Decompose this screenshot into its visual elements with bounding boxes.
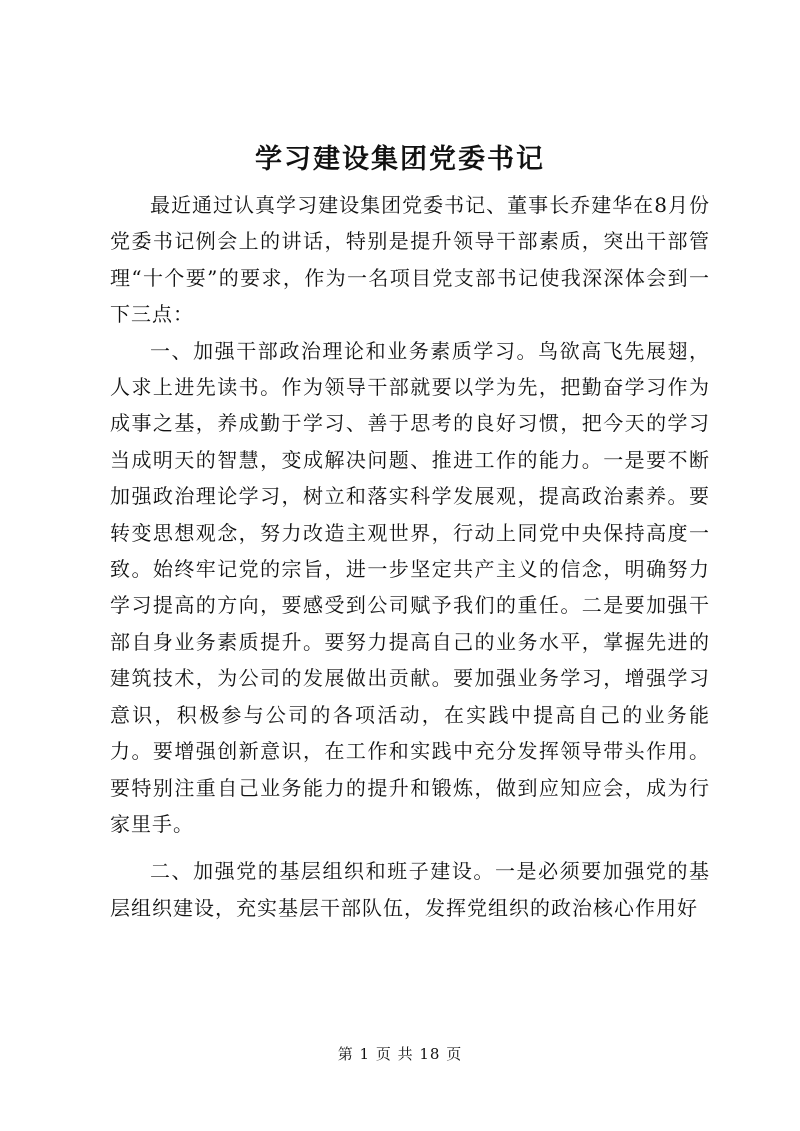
page-footer: 第 1 页 共 18 页 (337, 1045, 463, 1063)
document-title: 学习建设集团党委书记 (255, 144, 545, 175)
document-body (110, 187, 710, 926)
paragraph-intro: 最近通过认真学习建设集团党委书记、董事长乔建华在8月份党委书记例会上的讲话，特别是提升领导干部素质，突出干部管理“十个要”的要求，作为一名项目党支部书记使我深深体会到一下三点： (110, 193, 710, 327)
paragraph-section-one: 一、加强干部政治理论和业务素质学习。鸟欲高飞先展翅，人求上进先读书。作为领导干部就要以学为先，把勤奋学习作为成事之基，养成勤于学习、善于思考的良好习惯，把今天的学习当成明天的智慧，变成解决问题、推进工作的能力。一是要不断加强政治理论学习，树立和落实科学发展观，提高政治素养。要转变思想观念，努力改造主观世界，行动上同党中央保持高度一致。始终牢记党的宗旨，进一步坚定共产主义的信念，明确努力学习提高的方向，要感受到公司赋予我们的重任。二是要加强干部自身业务素质提升。要努力提高自己的业务水平，掌握先进的建筑技术，为公司的发展做出贡献。要加强业务学习，增强学习意识，积极参与公司的各项活动，在实践中提高自己的业务能力。要增强创新意识，在工作和实践中充分发挥领导带头作用。要特别注重自己业务能力的提升和锻炼，做到应知应会，成为行家里手。 (110, 338, 710, 836)
paragraph-section-two: 二、加强党的基层组织和班子建设。一是必须要加强党的基层组织建设，充实基层干部队伍，发挥党组织的政治核心作用好 (110, 859, 710, 920)
